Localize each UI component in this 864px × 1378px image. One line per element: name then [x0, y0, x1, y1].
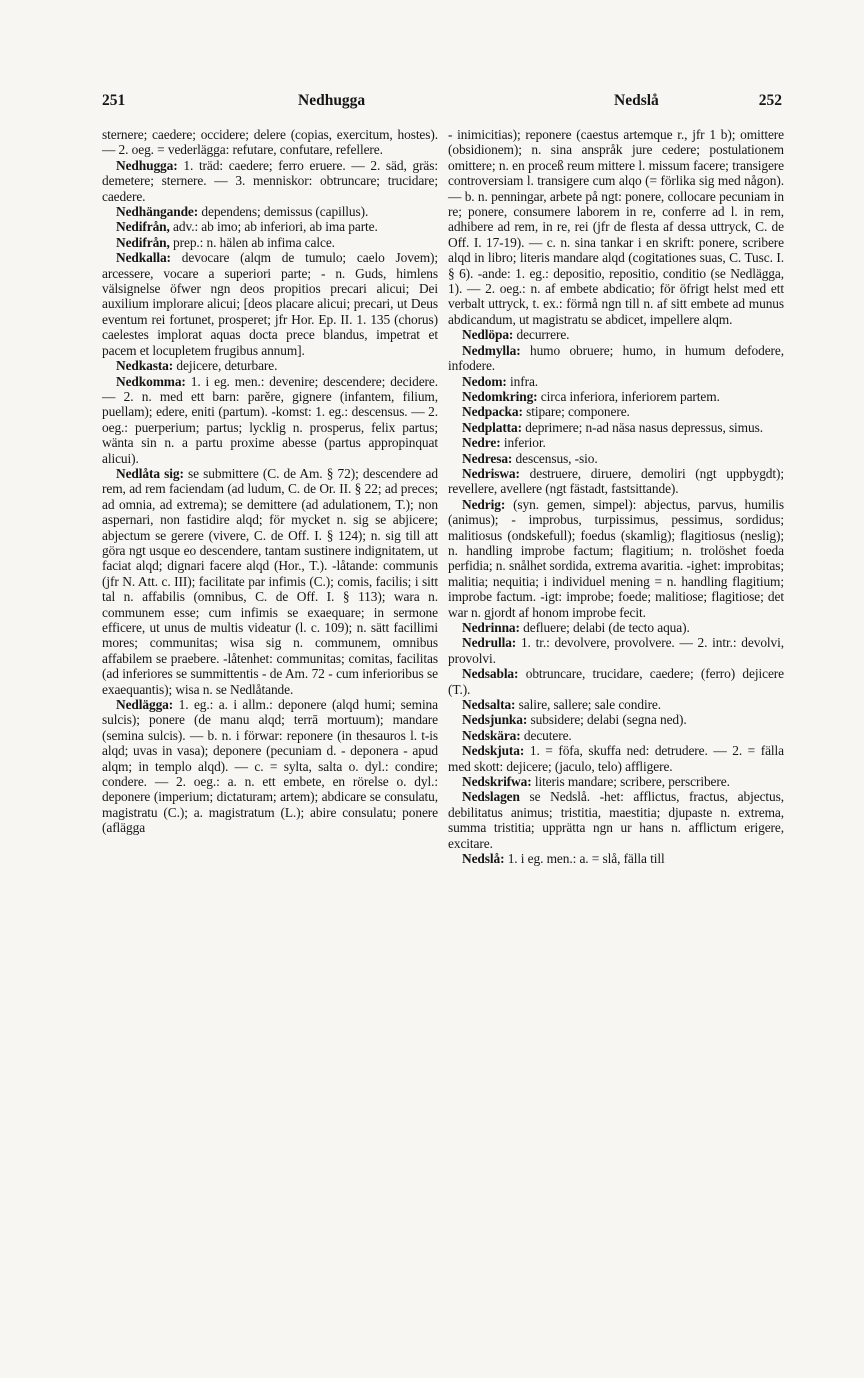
entry-headword: Nedifrån,: [116, 234, 170, 250]
entry-headword: Nedsabla:: [462, 666, 519, 682]
entry-definition: se Nedslå. -het: afflictus, fractus, abjectus, debilitatus animus; tristitia, maestitia; djupaste n. extrema, summa tristitia; upprätta ngn ur hans n. afflictum erigere, excitare.: [448, 789, 784, 851]
dictionary-entry: [102, 235, 438, 250]
dictionary-entry: [448, 327, 784, 342]
entry-definition: 1. i eg. men.: a. = slå, fälla till: [507, 851, 665, 867]
entry-headword: Nedkasta:: [116, 358, 174, 374]
entry-definition: decutere.: [523, 727, 572, 743]
left-guide-word: Nedhugga: [298, 92, 366, 109]
entry-headword: Nedrinna:: [462, 620, 520, 635]
entry-definition: 1. träd: caedere; ferro eruere. — 2. säd, gräs: demetere; sternere. — 3. menniskor: obtruncare; trucidare; caedere.: [102, 157, 438, 204]
entry-headword: Nedresa:: [462, 450, 513, 466]
entry-headword: Nedhugga:: [116, 157, 178, 173]
entry-definition: inferior.: [503, 435, 546, 451]
dictionary-entry: [448, 635, 784, 666]
entry-definition: salire, sallere; sale condire.: [518, 697, 662, 713]
entry-headword: Nedsalta:: [462, 697, 516, 713]
dictionary-entry: [102, 127, 438, 158]
entry-definition: dejicere, deturbare.: [176, 358, 278, 374]
entry-headword: Nedplatta:: [462, 419, 522, 435]
dictionary-entry: [102, 204, 438, 219]
entry-definition: sternere; caedere; occidere; delere (copias, exercitum, hostes). — 2. oeg. = vederlägga: refutare, confutare, refellere.: [102, 127, 438, 158]
entry-definition: decurrere.: [516, 327, 570, 343]
dictionary-entry: [448, 420, 784, 435]
entry-headword: Nedrig:: [462, 496, 506, 512]
right-page-number: 252: [758, 92, 782, 109]
entry-definition: defluere; delabi (de tecto aqua).: [523, 620, 690, 635]
entry-definition: infra.: [510, 373, 539, 389]
entry-definition: 1. i eg. men.: devenire; descendere; decidere. — 2. n. med ett barn: parĕre, gignere (infantem, filium, puellam); edere, eniti (partum). -komst: 1. eg.: descensus. — 2. oeg.: puerperium; partus; lycklig n. prosperus, felix partus; wänta sin n. a partu proxime abesse (partus appropinquat alicui).: [102, 373, 438, 466]
entry-definition: subsidere; delabi (segna ned).: [530, 712, 687, 728]
entry-definition: deprimere; n-ad näsa nasus depressus, simus.: [525, 419, 763, 435]
dictionary-entry: [448, 851, 784, 866]
left-page-number: 251: [102, 92, 126, 109]
dictionary-entry: [448, 774, 784, 789]
entry-definition: 1. tr.: devolvere, provolvere. — 2. intr.: devolvi, provolvi.: [448, 635, 784, 666]
entry-headword: Nedslå:: [462, 851, 505, 867]
entry-definition: stipare; componere.: [526, 404, 630, 420]
dictionary-entry: [448, 712, 784, 727]
entry-headword: Nedhängande:: [116, 204, 199, 220]
entry-headword: Nedomkring:: [462, 388, 538, 404]
entry-definition: (syn. gemen, simpel): abjectus, parvus, humilis (animus); - improbus, turpissimus, pessimus, sordidus; malitiosus (ondskefull); foedus (skamlig); flagitiosus (neslig); n. handling improbe factum; flagitium; n. trolöshet foeda perfidia; n. snålhet sordida, extrema avaritia. -ighet: improbitas; malitia; nequitia; i individuel mening = n. handling flagitium; improbe factum. -igt: improbe; foede; malitiose; flagitiose; det war n. gjordt af honom improbe fecit.: [448, 496, 784, 620]
dictionary-entry: [448, 343, 784, 374]
entry-definition: circa inferiora, inferiorem partem.: [540, 388, 720, 404]
dictionary-entry: [102, 466, 438, 697]
dictionary-entry: [448, 497, 784, 620]
entry-definition: se submittere (C. de Am. § 72); descendere ad rem, ad rem faciendam (ad ludum, C. de Or. II. § 22; ad preces; ad omnia, ad extrema); se demittere (ad adulationem, T.); non aspernari, non fastidire alqd; för mycket n. sig se abjicere; abjectum se gerere (vivere, C. de Off. I. § 124); n. sig till att göra ngt usque eo descendere, tantam sustinere indignitatem, ut faciat alqd; dignari facere alqd (Hor., T.). -låtande: communis (jfr N. Att. c. III); facilitate par infimis (C.); comis, facilis; i sitt tal n. affabilis (omnibus, C. de Off. I. § 113); wara n. communem esse; cum infimis se exaequare; in sermone efficere, ut unus de multis videatur (l. c. 109); n. sätt facillimi mores; communitas; wisa sig n. communem, omnibus affabilem se praebere. -låtenhet: communitas; comitas, facilitas (ad inferiores se summittentis - de Am. 72 - cum inferioribus se exaequantis); wisa n. se Nedlåtande.: [102, 465, 438, 697]
dictionary-entry: [448, 466, 784, 497]
dictionary-entry: [448, 451, 784, 466]
entry-headword: Nedmylla:: [462, 342, 521, 358]
entry-headword: Nedskrifwa:: [462, 774, 532, 790]
dictionary-entry: [102, 697, 438, 836]
entry-headword: Nedre:: [462, 435, 501, 451]
right-guide-word: Nedslå: [614, 92, 659, 109]
dictionary-entry: [448, 435, 784, 450]
entry-definition: descensus, -sio.: [515, 450, 598, 466]
entry-definition: 1. eg.: a. i allm.: deponere (alqd humi; semina sulcis); ponere (de manu alqd; terrā mortuum); mandare (semina sulcis). — b. n. i förwar: reponere (in thesauros l. t-is alqd; uvas in vasa); deponere (pecuniam d. - deponera - apud alqm; in templo alqd). — c. = sylta, salta o. dyl.: condire; condere. — 2. oeg.: a. n. ett embete, en rörelse o. dyl.: deponere (imperium; dictaturam; artem); abdicare se consulatu, magistratu (C.); a. magistratum (L.); abire consulatu; ponere (aflägga: [102, 697, 438, 836]
dictionary-entry: [448, 666, 784, 697]
dictionary-entry: [448, 374, 784, 389]
entry-definition: destruere, diruere, demoliri (ngt uppbygdt); revellere, avellere (ngt fästadt, fastsittande).: [448, 465, 784, 497]
entry-definition: adv.: ab imo; ab inferiori, ab ima parte.: [173, 219, 378, 235]
entry-headword: Nedriswa:: [462, 465, 520, 481]
entry-headword: Nedlöpa:: [462, 327, 514, 343]
dictionary-entry: [448, 620, 784, 635]
entry-headword: Nedskjuta:: [462, 743, 525, 759]
entry-definition: 1. = föfa, skuffa ned: detrudere. — 2. = fälla med skott: dejicere; (jaculo, telo) affligere.: [448, 743, 785, 774]
dictionary-entry: [102, 219, 438, 234]
dictionary-entry: [448, 728, 784, 743]
entry-definition: prep.: n. hälen ab infima calce.: [173, 234, 335, 250]
entry-definition: dependens; demissus (capillus).: [201, 204, 369, 220]
dictionary-entry: [448, 789, 784, 851]
entry-headword: Nedslagen: [462, 789, 520, 805]
dictionary-entry: [102, 358, 438, 373]
dictionary-entry: [102, 158, 438, 204]
left-column: [102, 127, 438, 836]
entry-definition: literis mandare; scribere, perscribere.: [534, 774, 730, 790]
entry-headword: Nedpacka:: [462, 404, 523, 420]
entry-headword: Nedom:: [462, 373, 507, 389]
entry-definition: obtruncare, trucidare, caedere; (ferro) dejicere (T.).: [448, 666, 785, 697]
entry-definition: - inimicitias); reponere (caestus artemque r., jfr 1 b); omittere (obsidionem); n. sina anspråk jure cedere; postulationem omittere; n. en proceß reum mittere l. missum facere; transigere controversiam l. transigere cum alqo (= förlika sig med någon). — b. n. penningar, arbete på ngt: ponere, collocare pecuniam in re; ponere, consumere laborem in re, conferre ad l. in rem, adhibere ad rem, in re, rei (jfr de flesta af dessa uttryck, C. de Off. I. 17-19). — c. n. sina tankar i en skrift: ponere, scribere alqd in libro; literis mandare alqd (cogitationes suas, C. Tusc. I. § 6). -ande: 1. eg.: depositio, repositio, conditio (se Nedlägga, 1). — 2. oeg.: n. af embete abdicatio; för öfrigt helst med ett verbalt uttryck, t. ex.: förmå ngn till n. af sitt embete ad munus abdicandum, ut magistratu se abdicet, impellere alqm.: [448, 127, 784, 327]
entry-headword: Nedkomma:: [116, 373, 186, 389]
entry-headword: Nedskära:: [462, 727, 521, 743]
entry-headword: Nedifrån,: [116, 219, 170, 235]
entry-headword: Nedlägga:: [116, 697, 174, 713]
dictionary-entry: [102, 374, 438, 466]
right-column: [448, 127, 784, 867]
dictionary-entry: [448, 743, 784, 774]
dictionary-entry: [448, 389, 784, 404]
entry-definition: devocare (alqm de tumulo; caelo Jovem); arcessere, vocare a superiori parte; - n. Guds, himlens välsignelse öfwer ngn deos propitios precari alicui; Dei auxilium implorare alicui; [deos placare alicui; precari, ut Deus eventum rei fortunet, prosperet; jfr Hor. Ep. II. 1. 135 (chorus) caelestes implorat aquas docta prece blandus, impetrat et pacem et locupletem frugibus annum].: [102, 250, 438, 358]
entry-headword: Nedsjunka:: [462, 712, 528, 728]
entry-definition: humo obruere; humo, in humum defodere, infodere.: [448, 342, 784, 374]
entry-headword: Nedkalla:: [116, 250, 171, 266]
dictionary-entry: [448, 127, 784, 327]
entry-headword: Nedlåta sig:: [116, 465, 184, 481]
dictionary-entry: [102, 250, 438, 358]
running-header: [102, 92, 782, 116]
entry-headword: Nedrulla:: [462, 635, 517, 651]
dictionary-entry: [448, 697, 784, 712]
dictionary-entry: [448, 404, 784, 419]
